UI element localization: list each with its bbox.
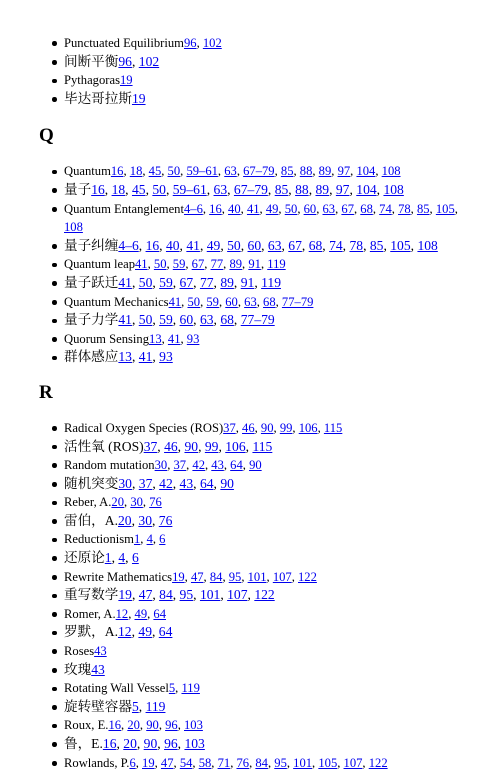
page-link[interactable]: 77–79 — [240, 312, 275, 328]
page-link[interactable]: 16 — [209, 201, 222, 216]
index-entry: 量子力学41, 50, 59, 60, 63, 68, 77–79 — [0, 311, 500, 330]
page-link[interactable]: 59 — [172, 257, 186, 272]
page-link[interactable]: 85 — [274, 181, 289, 197]
index-term: Romer, A. — [64, 606, 116, 621]
page-link[interactable]: 58 — [198, 755, 212, 770]
page-link[interactable]: 107 — [343, 755, 363, 770]
index-term: 随机突变 — [64, 475, 119, 491]
page-link[interactable]: 78 — [398, 201, 411, 216]
index-term: Punctuated Equilibrium — [64, 36, 184, 50]
page-link[interactable]: 102 — [138, 53, 160, 69]
page-link[interactable]: 101 — [247, 569, 267, 584]
page-link[interactable]: 47 — [190, 569, 204, 584]
page-link[interactable]: 19 — [118, 587, 132, 603]
page-link[interactable]: 107 — [227, 587, 248, 603]
page-link[interactable]: 20 — [118, 512, 132, 528]
page-link[interactable]: 49 — [134, 606, 148, 621]
page-link[interactable]: 104 — [356, 181, 377, 197]
page-link[interactable]: 104 — [356, 164, 376, 179]
index-term: 罗默，A. — [64, 624, 118, 640]
index-term: Radical Oxygen Species (ROS) — [64, 420, 224, 435]
index-term: Quorum Sensing — [64, 331, 150, 346]
page-link[interactable]: 101 — [293, 755, 313, 770]
page-link[interactable]: 43 — [179, 475, 194, 491]
index-term: 毕达哥拉斯 — [64, 90, 132, 106]
index-entry: 群体感应13, 41, 93 — [0, 348, 500, 367]
page-link[interactable]: 41 — [135, 257, 148, 272]
page-link[interactable]: 54 — [179, 755, 193, 770]
page-link[interactable]: 49 — [265, 201, 279, 216]
page-link[interactable]: 89 — [318, 164, 332, 179]
page-link[interactable]: 115 — [323, 420, 343, 435]
page-link[interactable]: 63 — [213, 181, 228, 197]
page-link[interactable]: 67 — [341, 201, 354, 216]
index-term: Quantum Entanglement — [64, 201, 184, 216]
page-link[interactable]: 43 — [94, 644, 107, 659]
page-link[interactable]: 19 — [119, 73, 133, 88]
page-link[interactable]: 19 — [172, 569, 185, 584]
page-link[interactable]: 45 — [148, 164, 162, 179]
page-link[interactable]: 6 — [159, 532, 166, 547]
page-link[interactable]: 90 — [143, 736, 158, 751]
page-link[interactable]: 4 — [146, 532, 153, 547]
page-link[interactable]: 77 — [199, 274, 214, 290]
page-link[interactable]: 106 — [225, 438, 246, 454]
page-link[interactable]: 103 — [184, 718, 203, 733]
page-link[interactable]: 107 — [272, 569, 292, 584]
index-term: 雷伯，A. — [64, 512, 118, 528]
page-link[interactable]: 50 — [138, 274, 153, 290]
index-entry: 重写数学19, 47, 84, 95, 101, 107, 122 — [0, 586, 500, 605]
page-link[interactable]: 60 — [225, 294, 238, 309]
page-link[interactable]: 90 — [146, 718, 159, 733]
page-link[interactable]: 99 — [279, 420, 293, 435]
index-entry: 雷伯，A.20, 30, 76 — [0, 512, 500, 531]
page-link[interactable]: 16 — [108, 718, 122, 733]
page-link[interactable]: 20 — [111, 495, 125, 510]
page-link[interactable]: 76 — [149, 495, 162, 510]
page-link[interactable]: 40 — [165, 237, 180, 253]
page-link[interactable]: 103 — [184, 736, 205, 751]
page-link[interactable]: 59 — [159, 312, 173, 328]
page-link[interactable]: 12 — [118, 624, 132, 640]
index-term: Rowlands, P. — [64, 755, 130, 770]
index-term: 还原论 — [64, 550, 105, 566]
page-link[interactable]: 78 — [349, 237, 364, 253]
page-link[interactable]: 74 — [329, 237, 343, 253]
page-link[interactable]: 108 — [383, 181, 404, 197]
section-letter-r: R — [39, 381, 53, 403]
page-link[interactable]: 4 — [118, 550, 126, 566]
page-link[interactable]: 43 — [91, 661, 105, 677]
page-link[interactable]: 96 — [164, 736, 178, 751]
page-link[interactable]: 84 — [209, 569, 223, 584]
page-link[interactable]: 105 — [318, 755, 338, 770]
page-link[interactable]: 108 — [64, 220, 83, 235]
page-link[interactable]: 47 — [138, 587, 153, 603]
index-term: Pythagoras — [64, 73, 120, 88]
page-link[interactable]: 76 — [158, 512, 173, 528]
index-entry: Rowlands, P.6, 19, 47, 54, 58, 71, 76, 84, 95, 101, 105, 107, 122 — [0, 754, 500, 772]
page-link[interactable]: 96 — [183, 36, 197, 50]
page-link[interactable]: 41 — [118, 312, 132, 328]
index-entry: 活性氧 (ROS)37, 46, 90, 99, 106, 115 — [0, 438, 500, 457]
index-term: 重写数学 — [64, 587, 119, 603]
index-term: 间断平衡 — [64, 53, 119, 69]
page-link[interactable]: 37 — [143, 438, 158, 454]
page-link[interactable]: 50 — [167, 164, 181, 179]
index-list-q — [0, 162, 500, 367]
index-entry: 量子纠缠4–6, 16, 40, 41, 49, 50, 60, 63, 67, 68, 74, 78, 85, 105, 108 — [0, 237, 500, 256]
page-link[interactable]: 89 — [220, 274, 234, 290]
index-term: Quantum leap — [64, 257, 135, 272]
index-entry — [0, 90, 500, 109]
page-link[interactable]: 63 — [322, 201, 336, 216]
page-link[interactable]: 122 — [368, 755, 388, 770]
index-entry: Punctuated Equilibrium96, 102 — [0, 34, 500, 53]
page-link[interactable]: 106 — [298, 420, 318, 435]
page-link[interactable]: 47 — [160, 755, 174, 770]
page-link[interactable]: 71 — [217, 755, 231, 770]
section-letter-q: Q — [39, 125, 54, 147]
page-link[interactable]: 42 — [192, 458, 205, 473]
page-link[interactable]: 99 — [204, 438, 219, 454]
page-link[interactable]: 63 — [199, 312, 214, 328]
index-entry: 鲁，E.16, 20, 90, 96, 103 — [0, 735, 500, 754]
page-link[interactable]: 20 — [123, 736, 137, 751]
page-link[interactable]: 30 — [154, 458, 168, 473]
page-link[interactable]: 30 — [118, 475, 132, 491]
index-term: 鲁，E. — [64, 736, 103, 751]
index-term: 活性氧 (ROS) — [64, 438, 144, 454]
page-link[interactable]: 59 — [159, 274, 173, 290]
page-link[interactable]: 67–79 — [233, 181, 268, 197]
page-link[interactable]: 105 — [390, 237, 411, 253]
page-link[interactable]: 59 — [206, 294, 219, 309]
page-link[interactable]: 89 — [315, 181, 330, 197]
page-link[interactable]: 84 — [159, 587, 173, 603]
index-term: Random mutation — [64, 458, 155, 473]
page-link[interactable]: 119 — [267, 257, 286, 272]
index-term: 量子跃迁 — [64, 274, 119, 290]
page-link[interactable]: 41 — [167, 331, 181, 346]
page-link[interactable]: 37 — [173, 458, 187, 473]
index-entry — [0, 642, 500, 661]
index-entry: Radical Oxygen Species (ROS)37, 46, 90, 99, 106, 115 — [0, 419, 500, 438]
index-entry: 量子跃迁41, 50, 59, 67, 77, 89, 91, 119 — [0, 274, 500, 293]
page-link[interactable]: 30 — [130, 495, 143, 510]
page-link[interactable]: 119 — [181, 681, 200, 696]
index-list-p — [0, 0, 500, 108]
page-link[interactable]: 67 — [191, 257, 205, 272]
page-link[interactable]: 49 — [206, 237, 221, 253]
page-link[interactable]: 37 — [138, 475, 153, 491]
page-link[interactable]: 5 — [168, 681, 176, 696]
index-entry: 罗默，A.12, 49, 64 — [0, 623, 500, 642]
index-entry: 量子16, 18, 45, 50, 59–61, 63, 67–79, 85, 88, 89, 97, 104, 108 — [0, 181, 500, 200]
page-link[interactable]: 12 — [115, 606, 129, 621]
index-entry: Quantum Entanglement4–6, 16, 40, 41, 49, 50, 60, 63, 67, 68, 74, 78, 85, 105, 108 — [0, 200, 500, 237]
page-link[interactable]: 16 — [110, 164, 124, 179]
page-link[interactable]: 119 — [261, 274, 281, 290]
page-link[interactable]: 46 — [164, 438, 178, 454]
page-link[interactable]: 84 — [255, 755, 268, 770]
page-link[interactable]: 63 — [267, 237, 282, 253]
page-link[interactable]: 97 — [335, 181, 350, 197]
page-link[interactable]: 122 — [254, 587, 275, 603]
page-link[interactable]: 68 — [360, 201, 373, 216]
page-link[interactable]: 50 — [227, 237, 241, 253]
page-link[interactable]: 95 — [179, 587, 194, 603]
index-term: Roux, E. — [64, 718, 109, 733]
index-term: Reductionism — [64, 532, 134, 547]
page-link[interactable]: 4–6 — [183, 201, 203, 216]
page-link[interactable]: 74 — [379, 201, 392, 216]
index-term: Rotating Wall Vessel — [64, 681, 169, 696]
page-link[interactable]: 1 — [104, 550, 112, 566]
page-link[interactable]: 77–79 — [281, 294, 314, 309]
page-link[interactable]: 16 — [102, 736, 117, 751]
page-link[interactable]: 59–61 — [172, 181, 207, 197]
page-link[interactable]: 101 — [199, 587, 221, 603]
page-link[interactable]: 89 — [229, 257, 243, 272]
page-link[interactable]: 1 — [133, 532, 141, 547]
index-term: 量子力学 — [64, 312, 119, 328]
page-link[interactable]: 85 — [416, 201, 430, 216]
page-link[interactable]: 68 — [220, 312, 234, 328]
page-link[interactable]: 90 — [249, 458, 262, 473]
page-link[interactable]: 41 — [246, 201, 260, 216]
page-link[interactable]: 95 — [274, 755, 287, 770]
index-term: Quantum Mechanics — [64, 294, 169, 309]
page-link[interactable]: 20 — [127, 718, 140, 733]
page-link[interactable]: 41 — [186, 237, 200, 253]
page-link[interactable]: 40 — [228, 201, 241, 216]
page-link[interactable]: 63 — [224, 164, 237, 179]
index-term: Quantum — [64, 164, 111, 179]
index-entry: Quantum Mechanics41, 50, 59, 60, 63, 68, 77–79 — [0, 293, 500, 312]
index-entry: 旋转壁容器5, 119 — [0, 698, 500, 717]
page-link[interactable]: 95 — [228, 569, 242, 584]
page-link[interactable]: 46 — [242, 420, 255, 435]
page-link[interactable]: 64 — [153, 606, 166, 621]
page-link[interactable]: 60 — [179, 312, 194, 328]
page-link[interactable]: 6 — [131, 550, 139, 566]
index-term: Rewrite Mathematics — [64, 569, 173, 584]
index-entry: Reber, A.20, 30, 76 — [0, 493, 500, 512]
page-link[interactable]: 50 — [152, 181, 166, 197]
page-link[interactable]: 43 — [211, 458, 224, 473]
page-link[interactable]: 90 — [260, 420, 274, 435]
page-link[interactable]: 85 — [280, 164, 294, 179]
index-entry: Random mutation30, 37, 42, 43, 64, 90 — [0, 456, 500, 475]
index-entry — [0, 71, 500, 90]
page-link[interactable]: 42 — [159, 475, 173, 491]
index-entry: Rewrite Mathematics19, 47, 84, 95, 101, 107, 122 — [0, 568, 500, 587]
page-link[interactable]: 18 — [111, 181, 126, 197]
index-term: 量子 — [64, 181, 92, 197]
page-link[interactable]: 102 — [202, 36, 222, 50]
page-link[interactable]: 50 — [187, 294, 201, 309]
page-link[interactable]: 88 — [295, 181, 309, 197]
page-link[interactable]: 30 — [138, 512, 152, 528]
page-link[interactable]: 108 — [417, 237, 438, 253]
page-link[interactable]: 68 — [308, 237, 323, 253]
page-link[interactable]: 50 — [138, 312, 153, 328]
page-link[interactable]: 90 — [184, 438, 199, 454]
page-link[interactable]: 16 — [91, 181, 105, 197]
page-link[interactable]: 41 — [138, 349, 153, 365]
page-link[interactable]: 67–79 — [243, 164, 275, 179]
index-entry: 间断平衡96, 102 — [0, 53, 500, 72]
page-link[interactable]: 105 — [435, 201, 455, 216]
page-link[interactable]: 60 — [303, 201, 317, 216]
page-link[interactable]: 91 — [248, 257, 261, 272]
page-link[interactable]: 76 — [236, 755, 250, 770]
index-term: Reber, A. — [64, 495, 112, 510]
index-entry: Romer, A.12, 49, 64 — [0, 605, 500, 624]
page-link[interactable]: 115 — [252, 438, 273, 454]
page-link[interactable]: 59–61 — [186, 164, 218, 179]
index-list-r — [0, 419, 500, 772]
index-term: Roses — [64, 644, 95, 659]
page-link[interactable]: 63 — [244, 294, 257, 309]
page-link[interactable]: 4–6 — [118, 237, 139, 253]
page-link[interactable]: 18 — [129, 164, 143, 179]
page-link[interactable]: 64 — [199, 475, 214, 491]
index-entry: 随机突变30, 37, 42, 43, 64, 90 — [0, 475, 500, 494]
page-link[interactable]: 6 — [129, 755, 136, 770]
page-link[interactable]: 19 — [131, 90, 146, 106]
page-link[interactable]: 19 — [142, 755, 155, 770]
index-entry: Quantum16, 18, 45, 50, 59–61, 63, 67–79, 85, 88, 89, 97, 104, 108 — [0, 162, 500, 181]
page-link[interactable]: 50 — [284, 201, 298, 216]
page-link[interactable]: 91 — [240, 274, 255, 290]
page-link[interactable]: 50 — [153, 257, 167, 272]
page-link[interactable]: 67 — [288, 237, 302, 253]
page-link[interactable]: 108 — [381, 164, 401, 179]
page-link[interactable]: 60 — [247, 237, 262, 253]
page-link[interactable]: 77 — [210, 257, 224, 272]
page-link[interactable]: 64 — [158, 624, 173, 640]
page-link[interactable]: 96 — [118, 53, 132, 69]
page-link[interactable]: 64 — [230, 458, 243, 473]
page-link[interactable]: 45 — [131, 181, 146, 197]
index-entry: Roux, E.16, 20, 90, 96, 103 — [0, 716, 500, 735]
index-term: 玫瑰 — [64, 661, 92, 677]
page-link[interactable]: 90 — [220, 475, 234, 491]
page-link[interactable]: 68 — [263, 294, 276, 309]
page-link[interactable]: 96 — [165, 718, 178, 733]
index-term: 量子纠缠 — [64, 237, 119, 253]
index-entry: Quorum Sensing13, 41, 93 — [0, 330, 500, 349]
index-entry: 还原论1, 4, 6 — [0, 549, 500, 568]
page-link[interactable]: 49 — [138, 624, 152, 640]
page-link[interactable]: 41 — [118, 274, 132, 290]
page-link[interactable]: 93 — [186, 331, 200, 346]
index-entry: Reductionism1, 4, 6 — [0, 530, 500, 549]
index-term: 旋转壁容器 — [64, 698, 132, 714]
page-link[interactable]: 93 — [159, 349, 173, 365]
page-link[interactable]: 16 — [145, 237, 160, 253]
page-link[interactable]: 37 — [223, 420, 236, 435]
page-link[interactable]: 41 — [168, 294, 182, 309]
page-link[interactable]: 122 — [298, 569, 317, 584]
page-link[interactable]: 13 — [118, 349, 132, 365]
index-entry: Quantum leap41, 50, 59, 67, 77, 89, 91, 119 — [0, 255, 500, 274]
page-link[interactable]: 5 — [131, 698, 139, 714]
page-link[interactable]: 97 — [337, 164, 351, 179]
index-entry — [0, 661, 500, 680]
page-link[interactable]: 85 — [369, 237, 384, 253]
page-link[interactable]: 67 — [179, 274, 194, 290]
index-term: 群体感应 — [64, 349, 119, 365]
index-entry: Rotating Wall Vessel5, 119 — [0, 679, 500, 698]
page-link[interactable]: 119 — [145, 698, 166, 714]
page-link[interactable]: 88 — [299, 164, 313, 179]
page-link[interactable]: 13 — [149, 331, 162, 346]
